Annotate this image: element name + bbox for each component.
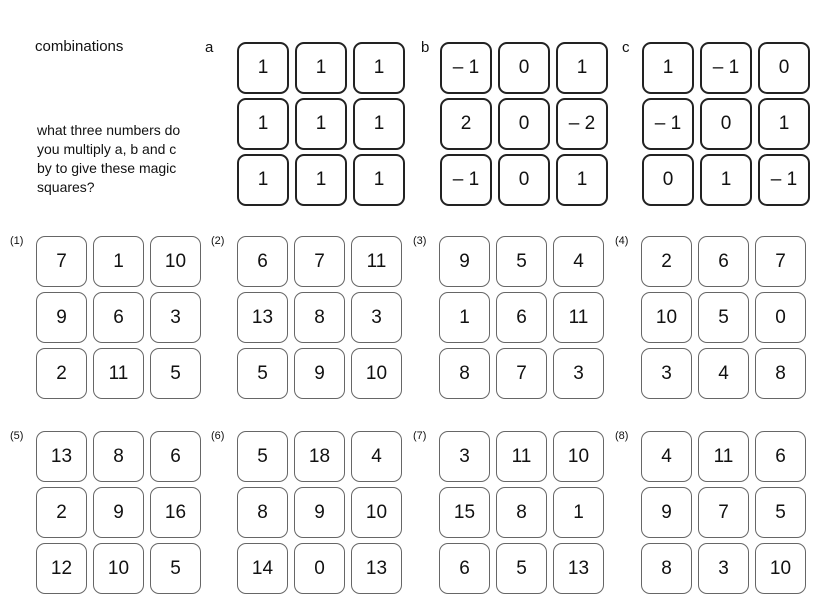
- square-cell: – 1: [642, 98, 694, 150]
- puzzle-number: (6): [211, 430, 225, 442]
- square-cell: – 2: [556, 98, 608, 150]
- square-cell: 6: [237, 236, 288, 287]
- instruction-line: by to give these magic: [37, 160, 177, 176]
- square-cell: 8: [755, 348, 806, 399]
- square-cell: 6: [439, 543, 490, 594]
- square-cell: 0: [755, 292, 806, 343]
- square-cell: 14: [237, 543, 288, 594]
- square-cell: 0: [294, 543, 345, 594]
- square-cell: 3: [351, 292, 402, 343]
- square-cell: 8: [496, 487, 547, 538]
- square-cell: 9: [36, 292, 87, 343]
- square-cell: 1: [237, 42, 289, 94]
- square-cell: 0: [498, 42, 550, 94]
- square-cell: 7: [698, 487, 749, 538]
- square-cell: 5: [237, 431, 288, 482]
- puzzle-number: (7): [413, 430, 427, 442]
- square-cell: 10: [150, 236, 201, 287]
- base-square-label: b: [421, 39, 430, 56]
- square-cell: 8: [641, 543, 692, 594]
- square-cell: 13: [553, 543, 604, 594]
- square-cell: 6: [755, 431, 806, 482]
- square-cell: 11: [351, 236, 402, 287]
- square-cell: 10: [641, 292, 692, 343]
- square-cell: 11: [93, 348, 144, 399]
- square-cell: 9: [93, 487, 144, 538]
- square-cell: 3: [553, 348, 604, 399]
- base-square-label: c: [622, 39, 630, 56]
- square-cell: 1: [93, 236, 144, 287]
- square-cell: 4: [553, 236, 604, 287]
- square-cell: 9: [294, 487, 345, 538]
- square-cell: 0: [498, 154, 550, 206]
- square-cell: 13: [351, 543, 402, 594]
- square-cell: 11: [496, 431, 547, 482]
- square-cell: 16: [150, 487, 201, 538]
- square-cell: 1: [700, 154, 752, 206]
- square-cell: 15: [439, 487, 490, 538]
- square-cell: 10: [755, 543, 806, 594]
- square-cell: – 1: [440, 42, 492, 94]
- square-cell: 5: [496, 236, 547, 287]
- square-cell: 6: [698, 236, 749, 287]
- square-cell: 12: [36, 543, 87, 594]
- square-cell: 1: [758, 98, 810, 150]
- square-cell: 3: [698, 543, 749, 594]
- square-cell: – 1: [758, 154, 810, 206]
- square-cell: 1: [353, 42, 405, 94]
- square-cell: 1: [642, 42, 694, 94]
- square-cell: 7: [294, 236, 345, 287]
- square-cell: 2: [440, 98, 492, 150]
- square-cell: 10: [553, 431, 604, 482]
- square-cell: 10: [93, 543, 144, 594]
- square-cell: 1: [295, 154, 347, 206]
- instructions: [37, 121, 227, 197]
- square-cell: 10: [351, 348, 402, 399]
- square-cell: 5: [755, 487, 806, 538]
- square-cell: 5: [237, 348, 288, 399]
- square-cell: 3: [439, 431, 490, 482]
- square-cell: 8: [294, 292, 345, 343]
- square-cell: 8: [93, 431, 144, 482]
- square-cell: 9: [641, 487, 692, 538]
- square-cell: 1: [556, 42, 608, 94]
- square-cell: 5: [150, 348, 201, 399]
- puzzle-number: (3): [413, 235, 427, 247]
- square-cell: 1: [295, 42, 347, 94]
- square-cell: 2: [36, 348, 87, 399]
- instruction-line: squares?: [37, 179, 95, 195]
- square-cell: 6: [93, 292, 144, 343]
- square-cell: 5: [698, 292, 749, 343]
- page-title: combinations: [35, 38, 124, 55]
- square-cell: 2: [641, 236, 692, 287]
- puzzle-number: (4): [615, 235, 629, 247]
- square-cell: 9: [294, 348, 345, 399]
- square-cell: 3: [150, 292, 201, 343]
- square-cell: 1: [295, 98, 347, 150]
- square-cell: 4: [698, 348, 749, 399]
- square-cell: 11: [553, 292, 604, 343]
- square-cell: 4: [351, 431, 402, 482]
- square-cell: 5: [150, 543, 201, 594]
- square-cell: 1: [353, 98, 405, 150]
- square-cell: – 1: [700, 42, 752, 94]
- square-cell: 13: [237, 292, 288, 343]
- base-square-label: a: [205, 39, 214, 56]
- square-cell: 18: [294, 431, 345, 482]
- square-cell: 9: [439, 236, 490, 287]
- square-cell: 10: [351, 487, 402, 538]
- puzzle-number: (8): [615, 430, 629, 442]
- square-cell: 3: [641, 348, 692, 399]
- square-cell: 13: [36, 431, 87, 482]
- square-cell: 7: [36, 236, 87, 287]
- square-cell: 1: [439, 292, 490, 343]
- instruction-line: what three numbers do: [37, 122, 181, 138]
- square-cell: 7: [755, 236, 806, 287]
- square-cell: 0: [642, 154, 694, 206]
- square-cell: 0: [758, 42, 810, 94]
- square-cell: 7: [496, 348, 547, 399]
- square-cell: 6: [496, 292, 547, 343]
- square-cell: 0: [498, 98, 550, 150]
- square-cell: – 1: [440, 154, 492, 206]
- square-cell: 1: [553, 487, 604, 538]
- square-cell: 1: [237, 154, 289, 206]
- square-cell: 11: [698, 431, 749, 482]
- square-cell: 8: [439, 348, 490, 399]
- square-cell: 5: [496, 543, 547, 594]
- puzzle-number: (5): [10, 430, 24, 442]
- puzzle-number: (1): [10, 235, 24, 247]
- square-cell: 4: [641, 431, 692, 482]
- square-cell: 1: [556, 154, 608, 206]
- puzzle-number: (2): [211, 235, 225, 247]
- instruction-line: you multiply a, b and c: [37, 141, 177, 157]
- square-cell: 6: [150, 431, 201, 482]
- square-cell: 1: [353, 154, 405, 206]
- square-cell: 1: [237, 98, 289, 150]
- square-cell: 0: [700, 98, 752, 150]
- square-cell: 2: [36, 487, 87, 538]
- square-cell: 8: [237, 487, 288, 538]
